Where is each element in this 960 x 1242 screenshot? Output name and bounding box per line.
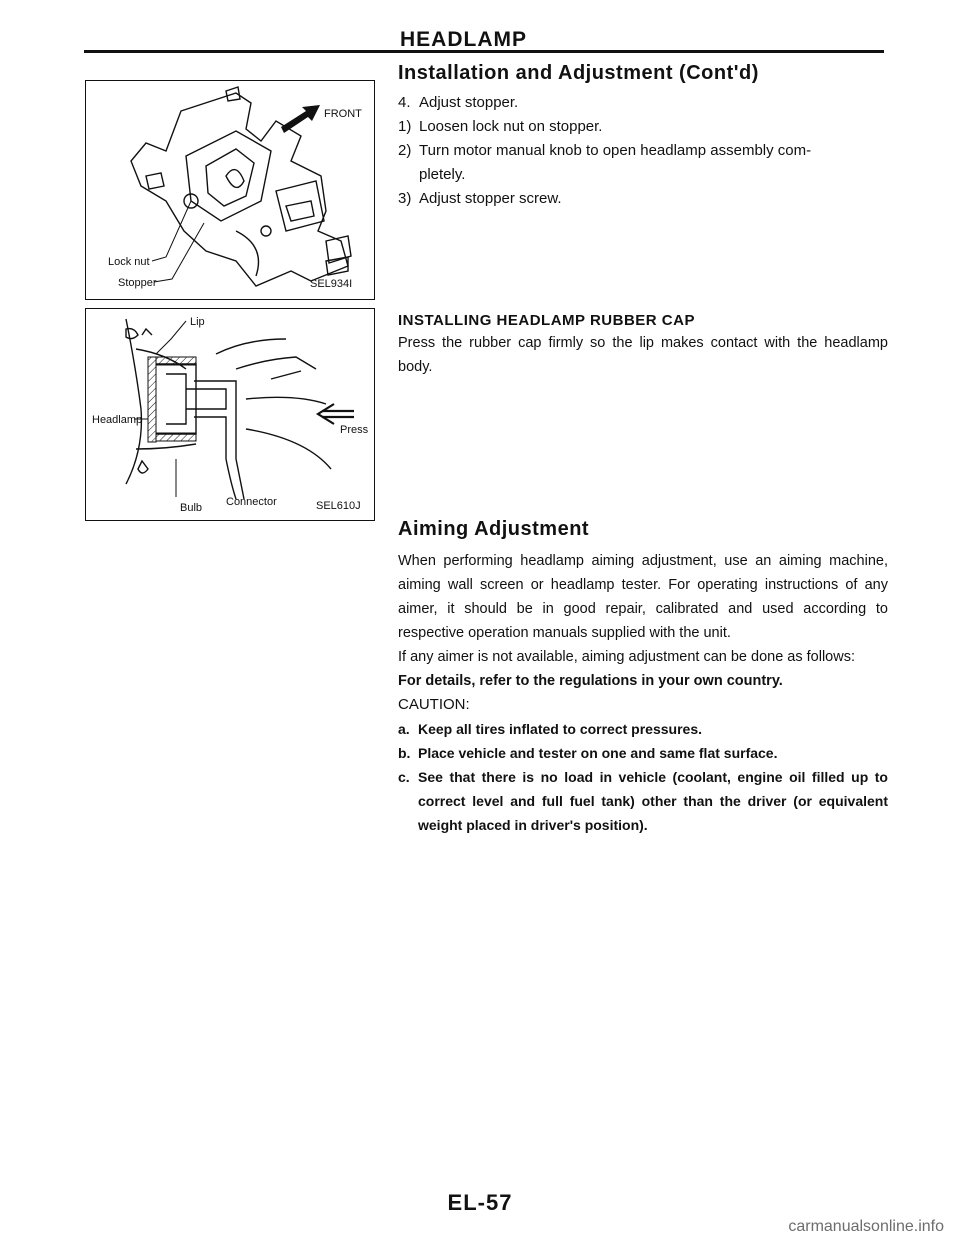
step-2-continued: pletely. bbox=[419, 166, 466, 183]
step-3: 3) Adjust stopper screw. bbox=[398, 190, 562, 207]
caution-label: CAUTION: bbox=[398, 696, 470, 713]
section-installation-title: Installation and Adjustment (Cont'd) bbox=[398, 62, 759, 84]
figure2-code: SEL610J bbox=[316, 500, 361, 512]
aiming-para-2: If any aimer is not available, aiming adjustment can be done as follows: bbox=[398, 649, 855, 665]
figure-rubber-cap bbox=[85, 308, 375, 521]
figure1-label-front: FRONT bbox=[324, 108, 362, 120]
caution-item-a: a. Keep all tires inflated to correct pressures. bbox=[398, 721, 702, 737]
step-4: 4. Adjust stopper. bbox=[398, 94, 519, 111]
step-1: 1) Loosen lock nut on stopper. bbox=[398, 118, 603, 135]
figure1-code: SEL934I bbox=[310, 278, 353, 290]
caution-item-c: c. See that there is no load in vehicle (coolant, engine oil filled up to correct level and full fuel tank) other than the driver (or equivalent weight placed in driver's position). bbox=[398, 769, 888, 833]
aiming-para-1: When performing headlamp aiming adjustment, use an aiming machine, aiming wall screen or headlamp tester. For operating instructions of any aimer, it should be in good repair, calibrated and used according to respective operation manuals supplied with the unit. bbox=[398, 553, 888, 641]
section-rubber-cap-body: Press the rubber cap firmly so the lip makes contact with the headlamp body. bbox=[398, 335, 888, 375]
header-rule bbox=[84, 50, 884, 53]
page-header-title: HEADLAMP bbox=[400, 28, 527, 51]
section-installation bbox=[398, 62, 888, 211]
figure1-label-stopper: Stopper bbox=[118, 277, 157, 289]
figure1-label-lock-nut: Lock nut bbox=[108, 256, 150, 268]
figure2-label-press: Press bbox=[340, 424, 369, 436]
aiming-bold-note: For details, refer to the regulations in your own country. bbox=[398, 673, 783, 689]
figure2-label-headlamp: Headlamp bbox=[92, 414, 143, 426]
stopper-diagram bbox=[86, 81, 374, 299]
step-2: 2) Turn motor manual knob to open headlamp assembly com- bbox=[398, 142, 812, 159]
figure-stopper bbox=[85, 80, 375, 300]
caution-item-b: b. Place vehicle and tester on one and same flat surface. bbox=[398, 745, 778, 761]
section-rubber-cap bbox=[398, 312, 888, 379]
figure2-label-bulb: Bulb bbox=[180, 502, 203, 514]
rubber-cap-diagram bbox=[86, 309, 374, 520]
section-aiming bbox=[398, 518, 888, 837]
section-aiming-title: Aiming Adjustment bbox=[398, 518, 590, 540]
watermark: carmanualsonline.info bbox=[788, 1218, 944, 1235]
press-arrow-icon bbox=[318, 404, 354, 424]
caution-list bbox=[398, 717, 888, 837]
figure2-label-lip: Lip bbox=[190, 316, 205, 328]
front-arrow-icon bbox=[281, 105, 320, 133]
page-number: EL-57 bbox=[447, 1190, 513, 1215]
section-rubber-cap-title: INSTALLING HEADLAMP RUBBER CAP bbox=[398, 312, 695, 329]
figure2-label-connector: Connector bbox=[226, 496, 277, 508]
